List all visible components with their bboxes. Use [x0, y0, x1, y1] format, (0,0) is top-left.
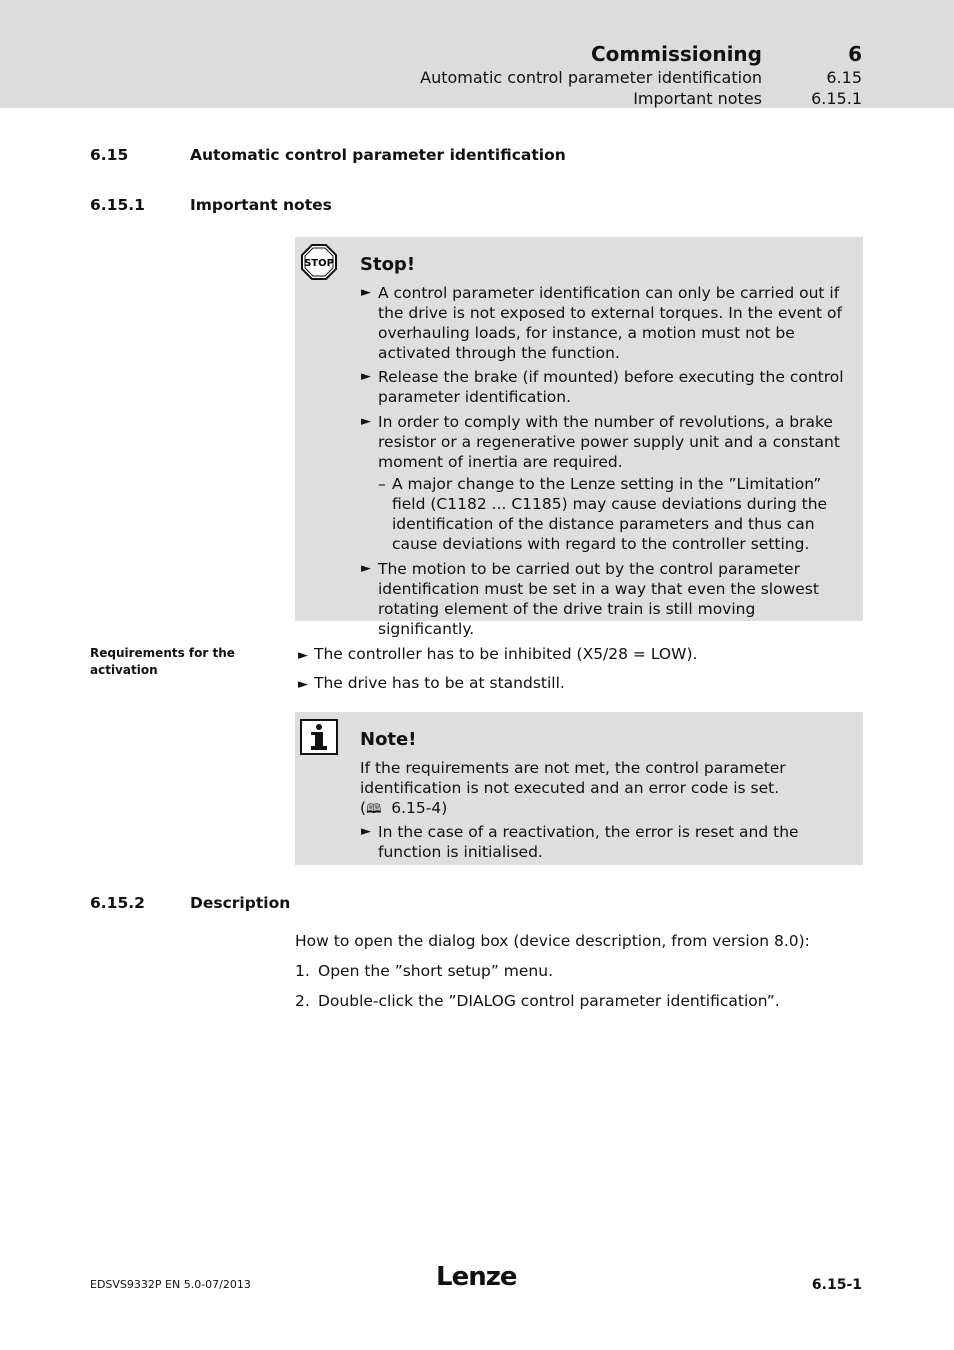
header-section-title: Automatic control parameter identification: [420, 68, 762, 87]
requirement-item-2: ► The drive has to be at standstill.: [298, 674, 565, 692]
step-1-text: Open the ”short setup” menu.: [318, 962, 553, 980]
note-box: [295, 712, 863, 865]
stop-bullet-2: ► Release the brake (if mounted) before executing the control parameter identification.: [361, 368, 844, 406]
note-bullet: ► In the case of a reactivation, the error is reset and the function is initialised.: [361, 823, 799, 861]
info-icon: [300, 719, 338, 755]
arrow-right-icon: ►: [361, 414, 371, 429]
header-subsection-number: 6.15.1: [811, 89, 862, 108]
stop-bullet-1: ► A control parameter identification can only be carried out if the drive is not exposed to external torques. In the event of overhauling loads, for instance, a motion must not be activated through the function.: [361, 284, 842, 362]
heading-6-15-title: Automatic control parameter identification: [190, 146, 566, 164]
arrow-right-icon: ►: [361, 561, 371, 576]
note-paragraph: If the requirements are not met, the control parameter identification is not executed and an error code is set. (🕮 6.15-4): [360, 759, 786, 817]
arrow-right-icon: ►: [361, 285, 371, 300]
heading-6-15-2-title: Description: [190, 894, 291, 912]
stop-sub-bullet: – A major change to the Lenze setting in the ”Limitation” field (C1182 ... C1185) may cause deviations during the identification of the distance parameters and thus can cause deviations with regard to the controller setting.: [378, 475, 828, 553]
stop-bullet-4: ► The motion to be carried out by the control parameter identification must be set in a way that even the slowest rotating element of the drive train is still moving significantly.: [361, 560, 819, 638]
chapter-number: 6: [848, 42, 862, 66]
requirements-label: Requirements for the activation: [90, 646, 235, 677]
chapter-title: Commissioning: [590, 42, 762, 66]
svg-text:STOP: STOP: [304, 258, 334, 269]
stop-bullet-3: ► In order to comply with the number of revolutions, a brake resistor or a regenerative power supply unit and a constant moment of inertia are required.: [361, 413, 840, 471]
stop-sign-icon: [301, 244, 337, 280]
arrow-right-icon: ►: [298, 677, 308, 692]
step-1-number: 1.: [295, 962, 310, 980]
header-subsection-title: Important notes: [633, 89, 762, 108]
requirement-item-1: ► The controller has to be inhibited (X5/28 = LOW).: [298, 645, 698, 663]
book-icon: 🕮: [366, 802, 382, 817]
heading-6-15-1-title: Important notes: [190, 196, 332, 214]
step-2-text: Double-click the ”DIALOG control parameter identification”.: [318, 992, 780, 1010]
arrow-right-icon: ►: [361, 824, 371, 839]
note-reference-link[interactable]: 6.15-4: [391, 799, 442, 817]
heading-6-15-number: 6.15: [90, 146, 129, 164]
lenze-logo: Lenze: [436, 1262, 517, 1292]
arrow-right-icon: ►: [361, 369, 371, 384]
document-code: EDSVS9332P EN 5.0-07/2013: [90, 1278, 251, 1291]
note-title: Note!: [360, 729, 417, 750]
heading-6-15-2-number: 6.15.2: [90, 894, 145, 912]
description-intro: How to open the dialog box (device description, from version 8.0):: [295, 932, 810, 950]
step-2-number: 2.: [295, 992, 310, 1010]
stop-title: Stop!: [360, 254, 416, 275]
arrow-right-icon: ►: [298, 648, 308, 663]
header-section-number: 6.15: [826, 68, 862, 87]
page-number: 6.15-1: [811, 1277, 862, 1293]
stop-box: [295, 237, 863, 638]
heading-6-15-1-number: 6.15.1: [90, 196, 145, 214]
